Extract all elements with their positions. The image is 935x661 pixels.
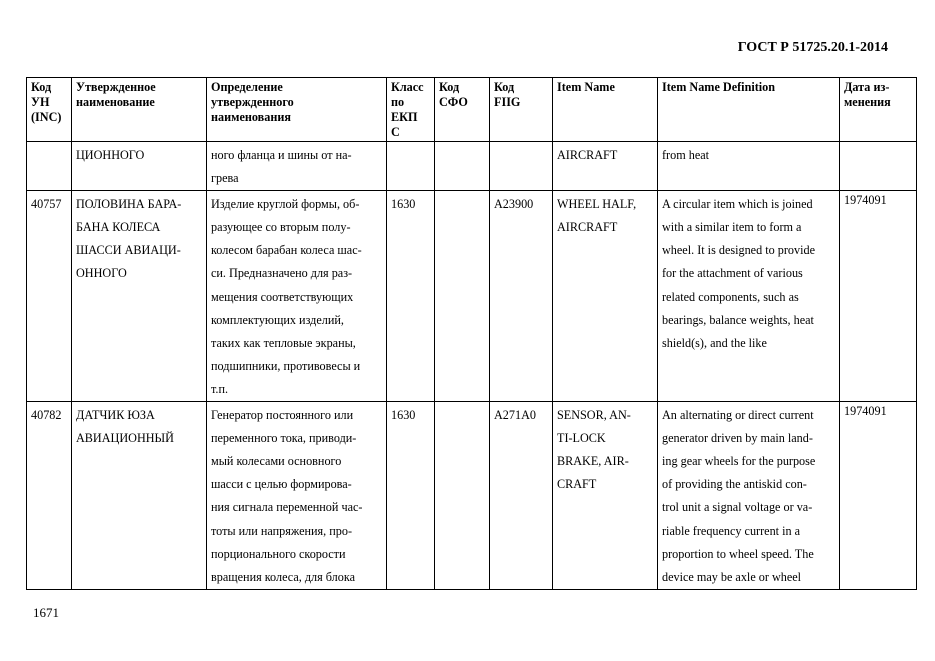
- col-approved-name-header: [72, 78, 207, 142]
- header-line: Дата из-: [844, 80, 890, 94]
- catalog-table: [26, 77, 917, 590]
- cell-line: SENSOR, AN-: [557, 408, 631, 423]
- cell-line: Изделие круглой формы, об-: [211, 197, 360, 212]
- header-line: ЕКП: [391, 110, 418, 124]
- col-date-header: [840, 78, 917, 142]
- cell-line: for the attachment of various: [662, 266, 803, 281]
- fiig-cell: A271A0: [490, 402, 553, 590]
- inc-cell: 40757: [27, 191, 72, 402]
- header-line: по: [391, 95, 405, 109]
- header-line: менения: [844, 95, 891, 109]
- cell-line: БАНА КОЛЕСА: [76, 220, 161, 235]
- item-name-cell: [553, 142, 658, 191]
- header-line: Утвержденное: [76, 80, 156, 94]
- cell-line: BRAKE, AIR-: [557, 454, 629, 469]
- cell-line: bearings, balance weights, heat: [662, 312, 814, 327]
- cell-line: proportion to wheel speed. The: [662, 546, 814, 561]
- cell-line: generator driven by main land-: [662, 431, 813, 446]
- item-def-cell: [658, 142, 840, 191]
- header-line: Определение: [211, 80, 283, 94]
- cell-line: ing gear wheels for the purpose: [662, 454, 816, 469]
- approved-name-cell: [72, 142, 207, 191]
- cell-line: ШАССИ АВИАЦИ-: [76, 243, 181, 258]
- item-def-cell: [658, 402, 840, 590]
- cell-line: АВИАЦИОННЫЙ: [76, 431, 174, 446]
- cell-line: ЦИОННОГО: [76, 148, 145, 162]
- table-body: [27, 142, 917, 590]
- cell-line: AIRCRAFT: [557, 220, 618, 235]
- definition-cell: [207, 142, 387, 191]
- cell-line: ния сигнала переменной час-: [211, 500, 363, 515]
- fiig-cell: A23900: [490, 191, 553, 402]
- col-inc-header: [27, 78, 72, 142]
- cell-line: WHEEL HALF,: [557, 197, 637, 212]
- header-line: Item Name: [557, 80, 615, 94]
- header-line: Код: [494, 80, 515, 94]
- cell-line: разующее со вторым полу-: [211, 220, 351, 235]
- inc-cell: 40782: [27, 402, 72, 590]
- item-name-cell: [553, 402, 658, 590]
- col-class-header: [387, 78, 435, 142]
- cell-line: колесом барабан колеса шас-: [211, 243, 362, 258]
- table-row: [27, 142, 917, 191]
- sfo-cell: [435, 402, 490, 590]
- cell-line: from heat: [662, 148, 710, 162]
- cell-line: ДАТЧИК ЮЗА: [76, 408, 155, 423]
- fiig-cell: [490, 142, 553, 191]
- col-item-name-header: [553, 78, 658, 142]
- class-cell: [387, 142, 435, 191]
- cell-line: wheel. It is designed to provide: [662, 243, 815, 258]
- cell-line: shield(s), and the like: [662, 335, 767, 350]
- header-line: Код: [439, 80, 460, 94]
- cell-line: тоты или напряжения, про-: [211, 523, 353, 538]
- date-cell: [840, 142, 917, 191]
- sfo-cell: [435, 191, 490, 402]
- col-fiig-header: [490, 78, 553, 142]
- cell-line: мый колесами основного: [211, 454, 342, 469]
- definition-cell: [207, 191, 387, 402]
- col-item-def-header: [658, 78, 840, 142]
- table-row: [27, 191, 917, 402]
- cell-line: вращения колеса, для блока: [211, 569, 355, 584]
- header-line: (INC): [31, 110, 62, 124]
- cell-line: device may be axle or wheel: [662, 569, 802, 584]
- item-def-cell: [658, 191, 840, 402]
- header-line: наименование: [76, 95, 155, 109]
- cell-line: переменного тока, приводи-: [211, 431, 357, 446]
- cell-line: Генератор постоянного или: [211, 408, 354, 423]
- header-line: УН: [31, 95, 50, 109]
- cell-line: CRAFT: [557, 477, 597, 492]
- cell-line: related components, such as: [662, 289, 799, 304]
- date-cell: 1974091: [840, 402, 917, 590]
- cell-line: ПОЛОВИНА БАРА-: [76, 197, 182, 212]
- cell-line: ОННОГО: [76, 266, 127, 281]
- col-definition-header: [207, 78, 387, 142]
- cell-line: An alternating or direct current: [662, 408, 814, 423]
- inc-cell: [27, 142, 72, 191]
- approved-name-cell: [72, 191, 207, 402]
- header-line: Код: [31, 80, 52, 94]
- document-header-title: ГОСТ Р 51725.20.1-2014: [737, 40, 888, 55]
- cell-line: riable frequency current in a: [662, 523, 801, 538]
- col-sfo-header: [435, 78, 490, 142]
- sfo-cell: [435, 142, 490, 191]
- page-number: 1671: [33, 605, 59, 620]
- header-line: Класс: [391, 80, 424, 94]
- class-cell: 1630: [387, 402, 435, 590]
- cell-line: си. Предназначено для раз-: [211, 266, 353, 281]
- cell-line: of providing the antiskid con-: [662, 477, 807, 492]
- table-header-row: [27, 78, 917, 142]
- cell-line: шасси с целью формирова-: [211, 477, 352, 492]
- cell-line: ного фланца и шины от на-: [211, 148, 352, 162]
- cell-line: грева: [211, 171, 239, 186]
- approved-name-cell: [72, 402, 207, 590]
- cell-line: т.п.: [211, 381, 229, 396]
- header-line: FIIG: [494, 95, 521, 109]
- header-line: Item Name Definition: [662, 80, 776, 94]
- definition-cell: [207, 402, 387, 590]
- cell-line: комплектующих изделий,: [211, 312, 344, 327]
- class-cell: 1630: [387, 191, 435, 402]
- cell-line: TI-LOCK: [557, 431, 606, 446]
- header-line: С: [391, 125, 400, 139]
- cell-line: AIRCRAFT: [557, 148, 618, 162]
- cell-line: trol unit a signal voltage or va-: [662, 500, 813, 515]
- header-line: утвержденного: [211, 95, 294, 109]
- cell-line: подшипники, противовесы и: [211, 358, 361, 373]
- cell-line: мещения соответствующих: [211, 289, 354, 304]
- cell-line: порционального скорости: [211, 546, 346, 561]
- date-cell: 1974091: [840, 191, 917, 402]
- cell-line: A circular item which is joined: [662, 197, 813, 212]
- header-line: СФО: [439, 95, 468, 109]
- table-row: [27, 402, 917, 590]
- cell-line: with a similar item to form a: [662, 220, 802, 235]
- item-name-cell: [553, 191, 658, 402]
- cell-line: таких как тепловые экраны,: [211, 335, 356, 350]
- header-line: наименования: [211, 110, 291, 124]
